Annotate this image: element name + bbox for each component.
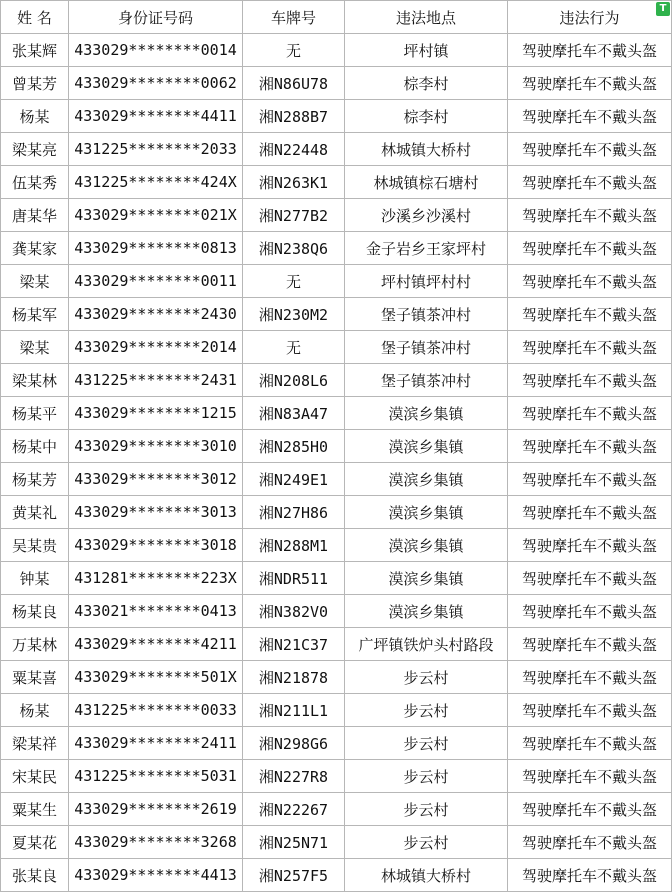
cell-violation[interactable]: 驾驶摩托车不戴头盔 [508,760,672,793]
cell-location[interactable]: 漠滨乡集镇 [345,430,508,463]
cell-id-number[interactable]: 431225********2431 [69,364,243,397]
cell-plate[interactable]: 湘N263K1 [243,166,345,199]
cell-location[interactable]: 步云村 [345,760,508,793]
cell-plate[interactable]: 湘N288B7 [243,100,345,133]
cell-location[interactable]: 漠滨乡集镇 [345,496,508,529]
cell-id-number[interactable]: 433029********501X [69,661,243,694]
cell-id-number[interactable]: 433029********0014 [69,34,243,67]
cell-id-number[interactable]: 433029********4411 [69,100,243,133]
cell-id-number[interactable]: 433029********0011 [69,265,243,298]
cell-plate[interactable]: 湘N21878 [243,661,345,694]
cell-plate[interactable]: 湘N288M1 [243,529,345,562]
cell-location[interactable]: 步云村 [345,826,508,859]
cell-location[interactable]: 棕李村 [345,100,508,133]
table-row [1,133,672,166]
cell-violation[interactable]: 驾驶摩托车不戴头盔 [508,67,672,100]
cell-name[interactable]: 黄某礼 [1,496,69,529]
cell-plate[interactable]: 湘N86U78 [243,67,345,100]
cell-location[interactable]: 漠滨乡集镇 [345,529,508,562]
table-row [1,529,672,562]
cell-location[interactable]: 棕李村 [345,67,508,100]
cell-violation[interactable]: 驾驶摩托车不戴头盔 [508,463,672,496]
table-row [1,67,672,100]
table-row [1,694,672,727]
table-row [1,331,672,364]
cell-plate[interactable]: 湘N21C37 [243,628,345,661]
cell-name[interactable]: 梁某 [1,265,69,298]
cell-plate[interactable]: 湘N277B2 [243,199,345,232]
cell-violation[interactable]: 驾驶摩托车不戴头盔 [508,430,672,463]
cell-location[interactable]: 漠滨乡集镇 [345,397,508,430]
cell-plate[interactable]: 湘N257F5 [243,859,345,892]
cell-name[interactable]: 梁某祥 [1,727,69,760]
cell-violation[interactable]: 驾驶摩托车不戴头盔 [508,100,672,133]
cell-location[interactable]: 漠滨乡集镇 [345,463,508,496]
cell-name[interactable]: 夏某花 [1,826,69,859]
cell-violation[interactable]: 驾驶摩托车不戴头盔 [508,133,672,166]
cell-violation[interactable]: 驾驶摩托车不戴头盔 [508,34,672,67]
cell-location[interactable]: 步云村 [345,661,508,694]
filter-icon[interactable]: T [656,2,670,16]
cell-plate[interactable]: 无 [243,265,345,298]
cell-name[interactable]: 伍某秀 [1,166,69,199]
cell-name[interactable]: 钟某 [1,562,69,595]
cell-name[interactable]: 龚某家 [1,232,69,265]
cell-name[interactable]: 杨某中 [1,430,69,463]
cell-name[interactable]: 粟某喜 [1,661,69,694]
cell-id-number[interactable]: 433029********3012 [69,463,243,496]
cell-plate[interactable]: 湘N211L1 [243,694,345,727]
cell-id-number[interactable]: 433029********3268 [69,826,243,859]
cell-id-number[interactable]: 431225********2033 [69,133,243,166]
table-row [1,34,672,67]
header-id[interactable]: 身份证号码 [69,1,243,34]
table-row [1,430,672,463]
cell-location[interactable]: 堡子镇茶冲村 [345,364,508,397]
cell-name[interactable]: 杨某平 [1,397,69,430]
cell-location[interactable]: 步云村 [345,694,508,727]
cell-id-number[interactable]: 431225********0033 [69,694,243,727]
cell-id-number[interactable]: 433029********3018 [69,529,243,562]
cell-violation[interactable]: 驾驶摩托车不戴头盔 [508,826,672,859]
cell-id-number[interactable]: 433029********4211 [69,628,243,661]
cell-plate[interactable]: 湘N238Q6 [243,232,345,265]
cell-plate[interactable]: 湘N27H86 [243,496,345,529]
cell-name[interactable]: 梁某亮 [1,133,69,166]
cell-id-number[interactable]: 433029********3013 [69,496,243,529]
table-row [1,265,672,298]
table-row [1,859,672,892]
cell-plate[interactable]: 湘N382V0 [243,595,345,628]
cell-name[interactable]: 杨某 [1,100,69,133]
cell-name[interactable]: 张某辉 [1,34,69,67]
cell-name[interactable]: 张某良 [1,859,69,892]
table-row [1,364,672,397]
cell-location[interactable]: 林城镇大桥村 [345,133,508,166]
cell-id-number[interactable]: 433029********021X [69,199,243,232]
cell-violation[interactable]: 驾驶摩托车不戴头盔 [508,595,672,628]
cell-plate[interactable]: 湘N25N71 [243,826,345,859]
table-row [1,496,672,529]
cell-violation[interactable]: 驾驶摩托车不戴头盔 [508,397,672,430]
cell-violation[interactable]: 驾驶摩托车不戴头盔 [508,562,672,595]
cell-location[interactable]: 林城镇棕石塘村 [345,166,508,199]
cell-name[interactable]: 梁某 [1,331,69,364]
cell-id-number[interactable]: 433029********0062 [69,67,243,100]
cell-violation[interactable]: 驾驶摩托车不戴头盔 [508,793,672,826]
cell-location[interactable]: 步云村 [345,727,508,760]
cell-id-number[interactable]: 433029********3010 [69,430,243,463]
table-row [1,760,672,793]
header-violation[interactable]: 违法行为 [508,1,672,34]
table-row [1,562,672,595]
table-body [1,34,672,892]
table-row [1,727,672,760]
table-row [1,100,672,133]
cell-plate[interactable]: 湘N285H0 [243,430,345,463]
cell-id-number[interactable]: 431225********5031 [69,760,243,793]
cell-id-number[interactable]: 431281********223X [69,562,243,595]
cell-plate[interactable]: 湘N249E1 [243,463,345,496]
cell-violation[interactable]: 驾驶摩托车不戴头盔 [508,859,672,892]
cell-violation[interactable]: 驾驶摩托车不戴头盔 [508,199,672,232]
cell-name[interactable]: 曾某芳 [1,67,69,100]
cell-id-number[interactable]: 433029********0813 [69,232,243,265]
cell-violation[interactable]: 驾驶摩托车不戴头盔 [508,727,672,760]
cell-plate[interactable]: 湘N22448 [243,133,345,166]
cell-violation[interactable]: 驾驶摩托车不戴头盔 [508,694,672,727]
cell-id-number[interactable]: 433029********4413 [69,859,243,892]
cell-violation[interactable]: 驾驶摩托车不戴头盔 [508,364,672,397]
cell-location[interactable]: 步云村 [345,793,508,826]
cell-name[interactable]: 万某林 [1,628,69,661]
cell-location[interactable]: 广坪镇铁炉头村路段 [345,628,508,661]
cell-location[interactable]: 金子岩乡王家坪村 [345,232,508,265]
table-row [1,397,672,430]
cell-plate[interactable]: 湘N83A47 [243,397,345,430]
cell-plate[interactable]: 无 [243,331,345,364]
cell-name[interactable]: 吴某贵 [1,529,69,562]
cell-id-number[interactable]: 433029********2619 [69,793,243,826]
cell-id-number[interactable]: 433029********2014 [69,331,243,364]
cell-name[interactable]: 唐某华 [1,199,69,232]
header-location[interactable]: 违法地点 [345,1,508,34]
cell-name[interactable]: 杨某芳 [1,463,69,496]
cell-location[interactable]: 堡子镇茶冲村 [345,331,508,364]
cell-plate[interactable]: 湘NDR511 [243,562,345,595]
cell-name[interactable]: 宋某民 [1,760,69,793]
table-row [1,661,672,694]
cell-id-number[interactable]: 433029********2411 [69,727,243,760]
cell-name[interactable]: 杨某军 [1,298,69,331]
cell-id-number[interactable]: 433029********1215 [69,397,243,430]
cell-id-number[interactable]: 433029********2430 [69,298,243,331]
cell-plate[interactable]: 无 [243,34,345,67]
table-row [1,199,672,232]
cell-id-number[interactable]: 433021********0413 [69,595,243,628]
table-row [1,793,672,826]
table-row [1,298,672,331]
cell-plate[interactable]: 湘N227R8 [243,760,345,793]
header-name[interactable]: 姓 名 [1,1,69,34]
cell-location[interactable]: 漠滨乡集镇 [345,562,508,595]
header-plate[interactable]: 车牌号 [243,1,345,34]
cell-location[interactable]: 堡子镇茶冲村 [345,298,508,331]
cell-plate[interactable]: 湘N208L6 [243,364,345,397]
cell-violation[interactable]: 驾驶摩托车不戴头盔 [508,661,672,694]
cell-location[interactable]: 漠滨乡集镇 [345,595,508,628]
cell-location[interactable]: 沙溪乡沙溪村 [345,199,508,232]
table-row [1,628,672,661]
cell-violation[interactable]: 驾驶摩托车不戴头盔 [508,496,672,529]
table-row [1,826,672,859]
table-row [1,232,672,265]
cell-name[interactable]: 杨某 [1,694,69,727]
table-row [1,463,672,496]
cell-name[interactable]: 杨某良 [1,595,69,628]
cell-location[interactable]: 林城镇大桥村 [345,859,508,892]
cell-violation[interactable]: 驾驶摩托车不戴头盔 [508,628,672,661]
cell-plate[interactable]: 湘N230M2 [243,298,345,331]
cell-violation[interactable]: 驾驶摩托车不戴头盔 [508,265,672,298]
cell-violation[interactable]: 驾驶摩托车不戴头盔 [508,331,672,364]
cell-violation[interactable]: 驾驶摩托车不戴头盔 [508,298,672,331]
header-row [1,1,672,34]
cell-location[interactable]: 坪村镇 [345,34,508,67]
cell-violation[interactable]: 驾驶摩托车不戴头盔 [508,232,672,265]
cell-location[interactable]: 坪村镇坪村村 [345,265,508,298]
cell-violation[interactable]: 驾驶摩托车不戴头盔 [508,529,672,562]
cell-name[interactable]: 粟某生 [1,793,69,826]
cell-id-number[interactable]: 431225********424X [69,166,243,199]
cell-name[interactable]: 梁某林 [1,364,69,397]
cell-violation[interactable]: 驾驶摩托车不戴头盔 [508,166,672,199]
table-row [1,166,672,199]
table-row [1,595,672,628]
cell-plate[interactable]: 湘N298G6 [243,727,345,760]
cell-plate[interactable]: 湘N22267 [243,793,345,826]
